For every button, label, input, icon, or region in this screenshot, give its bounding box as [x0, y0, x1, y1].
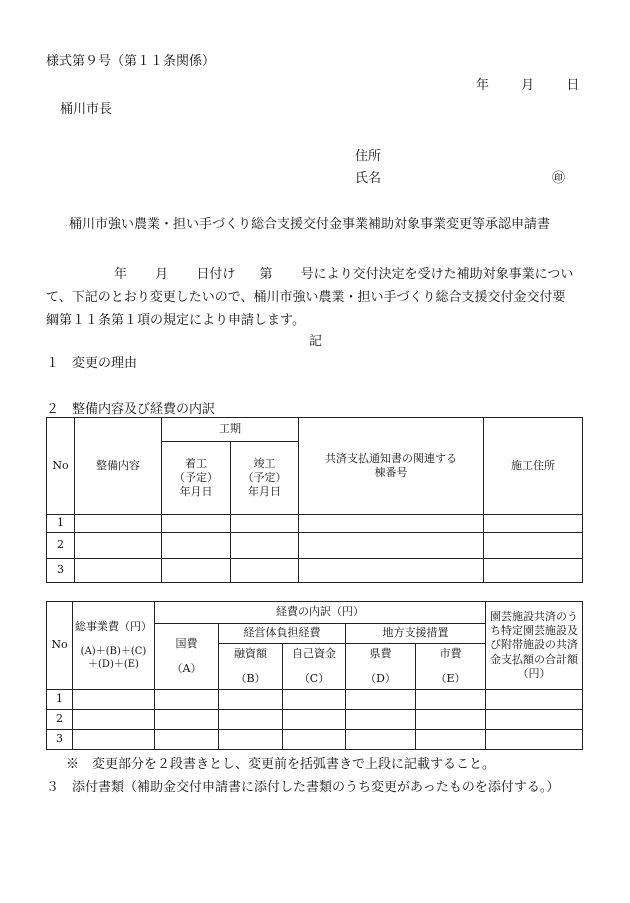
- t2-cell: [283, 690, 346, 710]
- table-row: [47, 710, 583, 730]
- t2-row-no: 3: [47, 730, 73, 750]
- t2-own-code: （C）: [298, 671, 330, 685]
- body-line1: [46, 263, 573, 282]
- body-month: 月: [155, 267, 169, 282]
- body-line2: て、下記のとおり変更したいので、桶川市強い農業・担い手づくり総合支援交付金交付要: [46, 290, 566, 305]
- table-row: [47, 533, 583, 559]
- body-line3: 綱第１１条第１項の規定により申請します。: [46, 313, 305, 328]
- t1-cell: [162, 559, 231, 583]
- t2-cell: [346, 710, 416, 730]
- body-number: 第: [259, 267, 273, 282]
- t1-cell: [162, 515, 231, 533]
- t1-building-line: 共済支払通知書の関連する: [325, 451, 457, 465]
- expense-table: [46, 601, 583, 750]
- section-3-heading: ３ 添付書類（補助金交付申請書に添付した書類のうち変更があったものを添付する。）: [46, 780, 560, 795]
- ki-mark: 記: [309, 334, 323, 349]
- t2-hort-line: 金支払額の合計額: [490, 652, 579, 666]
- t2-cell: [73, 690, 155, 710]
- document-title: 桶川市強い農業・担い手づくり総合支援交付金事業補助対象事業変更等承認申請書: [69, 217, 551, 232]
- t2-hort-line: び附帯施設の共済: [490, 638, 579, 652]
- t1-end-header: [231, 442, 299, 515]
- table-row: [47, 559, 583, 583]
- t2-pref-label: 県費: [369, 647, 392, 661]
- t1-row-no: 1: [47, 515, 75, 533]
- t2-cell: [219, 710, 283, 730]
- t2-burden-header: 経営体負担経費: [219, 624, 346, 644]
- t2-breakdown-header: 経費の内訳（円）: [155, 602, 486, 624]
- t1-cell: [299, 559, 484, 583]
- t2-own-label: 自己資金: [292, 647, 336, 661]
- t2-total-header: [73, 602, 155, 690]
- t1-row-no: 2: [47, 533, 75, 559]
- t1-cell: [231, 515, 299, 533]
- section-2-heading: ２ 整備内容及び経費の内訳: [46, 402, 216, 417]
- t1-cell: [299, 533, 484, 559]
- body-year: 年: [114, 267, 128, 282]
- t2-cell: [155, 690, 219, 710]
- t2-city-code: （E）: [435, 671, 466, 685]
- t2-loan-label: 融資額: [234, 647, 267, 661]
- t1-building-line: 棟番号: [374, 466, 408, 479]
- table-row: [47, 515, 583, 533]
- t2-cell: [416, 730, 486, 750]
- t1-cell: [162, 533, 231, 559]
- date-line: [476, 74, 579, 93]
- t2-cell: [486, 710, 583, 730]
- t1-start-line: 年月日: [179, 485, 213, 499]
- t1-start-line: （予定）: [174, 470, 218, 484]
- t2-cell: [73, 730, 155, 750]
- table-row: [47, 730, 583, 750]
- t1-row-no: 3: [47, 559, 75, 583]
- facility-table: [46, 417, 583, 583]
- t1-cell: [484, 533, 583, 559]
- t2-cell: [283, 730, 346, 750]
- name-label: 氏名: [355, 171, 382, 186]
- t1-cell: [484, 515, 583, 533]
- t2-loan-code: （B）: [235, 671, 266, 685]
- t1-cell: [299, 515, 484, 533]
- form-label: 様式第９号（第１１条関係）: [46, 54, 216, 69]
- t2-row-no: 1: [47, 690, 73, 710]
- t1-cell: [75, 559, 162, 583]
- body-date: 日付け: [196, 267, 236, 282]
- section-1-heading: １ 変更の理由: [46, 356, 138, 371]
- t1-period-header: 工期: [162, 418, 299, 442]
- t1-cell: [231, 533, 299, 559]
- addressee: 桶川市長: [60, 102, 113, 117]
- t1-no-header: No: [47, 418, 75, 515]
- t2-cell: [155, 710, 219, 730]
- t2-cell: [346, 730, 416, 750]
- t2-cell: [416, 710, 486, 730]
- t2-pref-header: [346, 644, 416, 690]
- date-year: 年: [476, 78, 490, 93]
- t2-cell: [283, 710, 346, 730]
- t2-hort-line: 園芸施設共済のう: [490, 609, 579, 623]
- t2-cell: [486, 730, 583, 750]
- t2-own-header: [283, 644, 346, 690]
- t1-site-header: 施工住所: [484, 418, 583, 515]
- t2-cell: [219, 690, 283, 710]
- t1-content-header: 整備内容: [75, 418, 162, 515]
- t2-city-header: [416, 644, 486, 690]
- t1-start-line: 着工: [185, 456, 207, 470]
- table-row: [47, 690, 583, 710]
- t2-row-no: 2: [47, 710, 73, 730]
- t1-cell: [75, 515, 162, 533]
- date-month: 月: [521, 78, 535, 93]
- t2-pref-code: （D）: [365, 671, 396, 685]
- note-text: ※ 変更部分を２段書きとし、変更前を括弧書きで上段に記載すること。: [66, 757, 496, 772]
- t2-cell: [416, 690, 486, 710]
- t2-national-code: （A）: [171, 661, 202, 675]
- t2-formula-line: ＋(D)＋(E): [88, 658, 139, 670]
- t2-hort-header: [486, 602, 583, 690]
- t2-national-header: [155, 624, 219, 690]
- t1-cell: [484, 559, 583, 583]
- t2-no-header: No: [47, 602, 73, 690]
- t2-cell: [73, 710, 155, 730]
- t2-local-header: 地方支援措置: [346, 624, 486, 644]
- t2-national-label: 国費: [175, 637, 198, 651]
- body-rest: 号により交付決定を受けた補助対象事業につい: [300, 267, 574, 282]
- t1-start-header: [162, 442, 231, 515]
- t2-cell: [219, 730, 283, 750]
- t1-end-line: （予定）: [242, 470, 287, 484]
- date-day: 日: [566, 78, 580, 93]
- t2-cell: [486, 690, 583, 710]
- t1-building-header: [299, 418, 484, 515]
- t2-cell: [346, 690, 416, 710]
- t1-cell: [75, 533, 162, 559]
- t2-formula-line: (A)＋(B)＋(C): [80, 645, 147, 657]
- seal-mark: ㊞: [552, 171, 566, 186]
- t1-cell: [231, 559, 299, 583]
- t1-end-line: 年月日: [248, 485, 281, 499]
- t2-total-label: 総事業費（円）: [75, 620, 152, 634]
- t2-loan-header: [219, 644, 283, 690]
- t1-end-line: 竣工: [253, 456, 276, 470]
- address-label: 住所: [355, 149, 382, 164]
- t2-hort-line: ち特定園芸施設及: [490, 624, 579, 638]
- t2-hort-line: （円）: [517, 666, 551, 680]
- t2-cell: [155, 730, 219, 750]
- t2-city-label: 市費: [439, 647, 462, 661]
